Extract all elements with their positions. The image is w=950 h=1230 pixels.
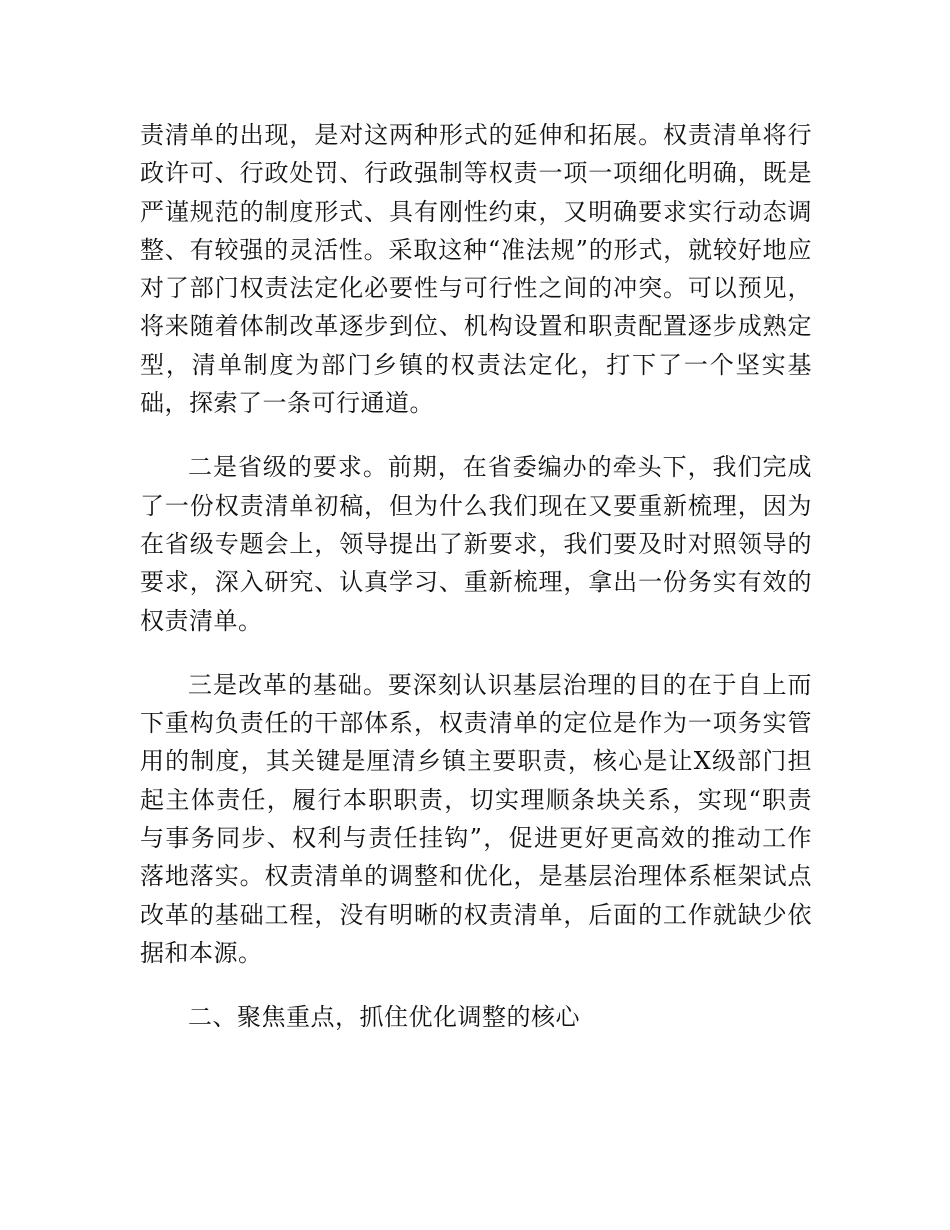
paragraph-provincial-requirement: 二是省级的要求。前期，在省委编办的牵头下，我们完成了一份权责清单初稿，但为什么我们现在又要重新梳理，因为在省级专题会上，领导提出了新要求，我们要及时对照领导的要求，深入研究、认真学习、重新梳理，拿出一份务实有效的权责清单。 — [140, 453, 812, 635]
section-heading: 二、聚焦重点，抓住优化调整的核心 — [188, 1003, 580, 1032]
paragraph-continuation: 责清单的出现，是对这两种形式的延伸和拓展。权责清单将行政许可、行政处罚、行政强制等权责一项一项细化明确，既是严谨规范的制度形式、具有刚性约束，又明确要求实行动态调整、有较强的灵活性。采取这种“准法规”的形式，就较好地应对了部门权责法定化必要性与可行性之间的冲突。可以预见，将来随着体制改革逐步到位、机构设置和职责配置逐步成熟定型，清单制度为部门乡镇的权责法定化，打下了一个坚实基础，探索了一条可行通道。 — [140, 121, 812, 418]
paragraph-reform-foundation: 三是改革的基础。要深刻认识基层治理的目的在于自上而下重构负责任的干部体系，权责清单的定位是作为一项务实管用的制度，其关键是厘清乡镇主要职责，核心是让X级部门担起主体责任，履行本职职责，切实理顺条块关系，实现“职责与事务同步、权利与责任挂钩”，促进更好更高效的推动工作落地落实。权责清单的调整和优化，是基层治理体系框架试点改革的基础工程，没有明晰的权责清单，后面的工作就缺少依据和本源。 — [140, 670, 812, 967]
document-body — [140, 116, 812, 1037]
